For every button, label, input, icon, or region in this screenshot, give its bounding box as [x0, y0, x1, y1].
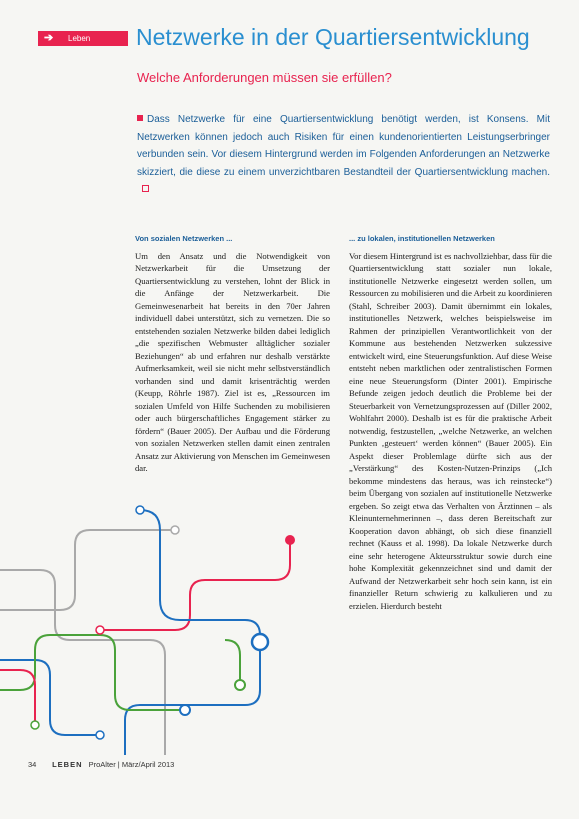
section-tag: [38, 31, 128, 46]
network-line-grey-2: [0, 570, 165, 755]
node-red-large: [285, 535, 295, 545]
node-blue-3: [96, 731, 104, 739]
page-footer: [28, 760, 328, 769]
arrow-icon: ➔: [44, 32, 54, 44]
node-grey: [171, 526, 179, 534]
network-line-red: [100, 540, 290, 630]
node-green: [235, 680, 245, 690]
network-line-blue: [125, 510, 260, 755]
right-column: [349, 233, 552, 612]
left-column-heading: Von sozialen Netzwerken ...: [135, 234, 233, 243]
intro-paragraph: [137, 111, 550, 199]
right-column-text: Vor diesem Hintergrund ist es nachvollziehbar, dass für die Quartiersentwicklung statt sozialer nun lokale, institutionelle Netzwerke eingesetzt werden sollen, um Ressourcen zu mobilisieren und die Arbeit zu koordinieren (Stahl, Schreiber 2003). Damit übernimmt ein lokales, institutionelles Netzwerk, welches beispielsweise im Rahmen der prinzipiellen Verantwortlichkeit von der Kommune aus bestehenden Netzwerken sukzessive entwickelt wird, eine Steuerungsfunktion. Auf diese Weise entsteht neben marktlichen oder zentralistischen Formen eine neue Steuerungsform (Dinter 2001). Empirische Befunde zeigen jedoch deutlich die Probleme bei der Steuerbarkeit von Vernetzungsprozessen auf (Diller 2002, Wohlfahrt 2000). Deshalb ist es für die praktische Arbeit notwendig, festzustellen, „welche Netzwerke, an welchen Punkten ‚gesteuert‘ werden können“ (Bauer 2005). Ein Aspekt dieser Problemlage dürfte sich aus der „Verstärkung“ des Kosten-Nutzen-Prinzips („Ich bekomme mindestens das heraus, was ich reinstecke“) beim Übergang von sozialen auf institutionelle Netzwerke ergeben. So zeigt etwa das Verhalten von Ärztinnen – als Kleinunternehmerinnen –, dass deren Bereitschaft zur Kooperation davon abhängt, ob sich diese finanziell rechnet (Kauss et al. 1998). Da lokale Netzwerke durch eine sehr heterogene Akteursstruktur sowie durch eine hohe Komplexität gekennzeichnet sind und damit der Aufwand der Netzwerkarbeit sehr hoch sein kann, ist ein finanzieller Return schwierig zu kalkulieren und zu erzielen. Hierdurch besteht: [349, 250, 552, 611]
left-column-text: Um den Ansatz und die Notwendigkeit von Netzwerkarbeit für die Umsetzung der Quartiersentwicklung zu verstehen, lohnt der Blick in die Anfänge der Netzwerkarbeit. Die Gemeinwesenarbeit hat bereits in den 70er Jahren individuell dabei unterstützt, sich zu vernetzen. Die so entstehenden sozialen Netzwerke bilden dabei lediglich „die spezifischen Webmuster alltäglicher sozialer Beziehungen“ ab und erfahren nur deshalb verstärkte Aufmerksamkeit, weil sie nicht mehr selbstverständlich vorhanden sind und damit krisenträchtig werden (Keupp, Röhrle 1987). Ziel ist es, „Ressourcen im sozialen Umfeld von Hilfe Suchenden zu mobilisieren oder auch bürgerschaftliches Engagement stärker zu fördern“ (Bauer 2005). Der Aufbau und die Förderung von sozialen Netzwerken stellen damit einen zentralen Ansatz zur Aktivierung von Menschen im Gemeinwesen dar.: [135, 250, 330, 473]
node-green-2: [31, 721, 39, 729]
footer-section: LEBEN: [52, 760, 83, 769]
footer-issue: ProAlter | März/April 2013: [88, 760, 175, 769]
page-number: 34: [28, 760, 37, 769]
article-subtitle: Welche Anforderungen müssen sie erfüllen?: [137, 70, 392, 85]
network-line-green-2: [225, 640, 240, 685]
bullet-square-icon: [137, 115, 143, 121]
node-blue-small: [136, 506, 144, 514]
network-line-blue-2: [0, 660, 100, 735]
right-column-heading: ... zu lokalen, institutionellen Netzwerken: [349, 234, 495, 243]
node-blue-hub: [252, 634, 268, 650]
network-line-red-2: [0, 670, 35, 725]
node-blue-2: [180, 705, 190, 715]
intro-text: Dass Netzwerke für eine Quartiersentwicklung benötigt werden, ist Konsens. Mit Netzwerken können jedoch auch Risiken für einen kundenorientierten Leistungserbringer verbunden sein. Vor diesem Hintergrund werden im Folgenden Anforderungen an Netzwerke skizziert, die diese zu einem unverzichtbaren Bestandteil der Quartiersentwicklung machen.: [137, 114, 550, 178]
left-column: [135, 233, 330, 475]
end-square-icon: [142, 185, 149, 192]
transit-network-graphic: [0, 450, 345, 755]
section-tag-label: Leben: [68, 34, 91, 43]
article-title: Netzwerke in der Quartiersentwicklung: [136, 24, 530, 50]
node-red-2: [96, 626, 104, 634]
